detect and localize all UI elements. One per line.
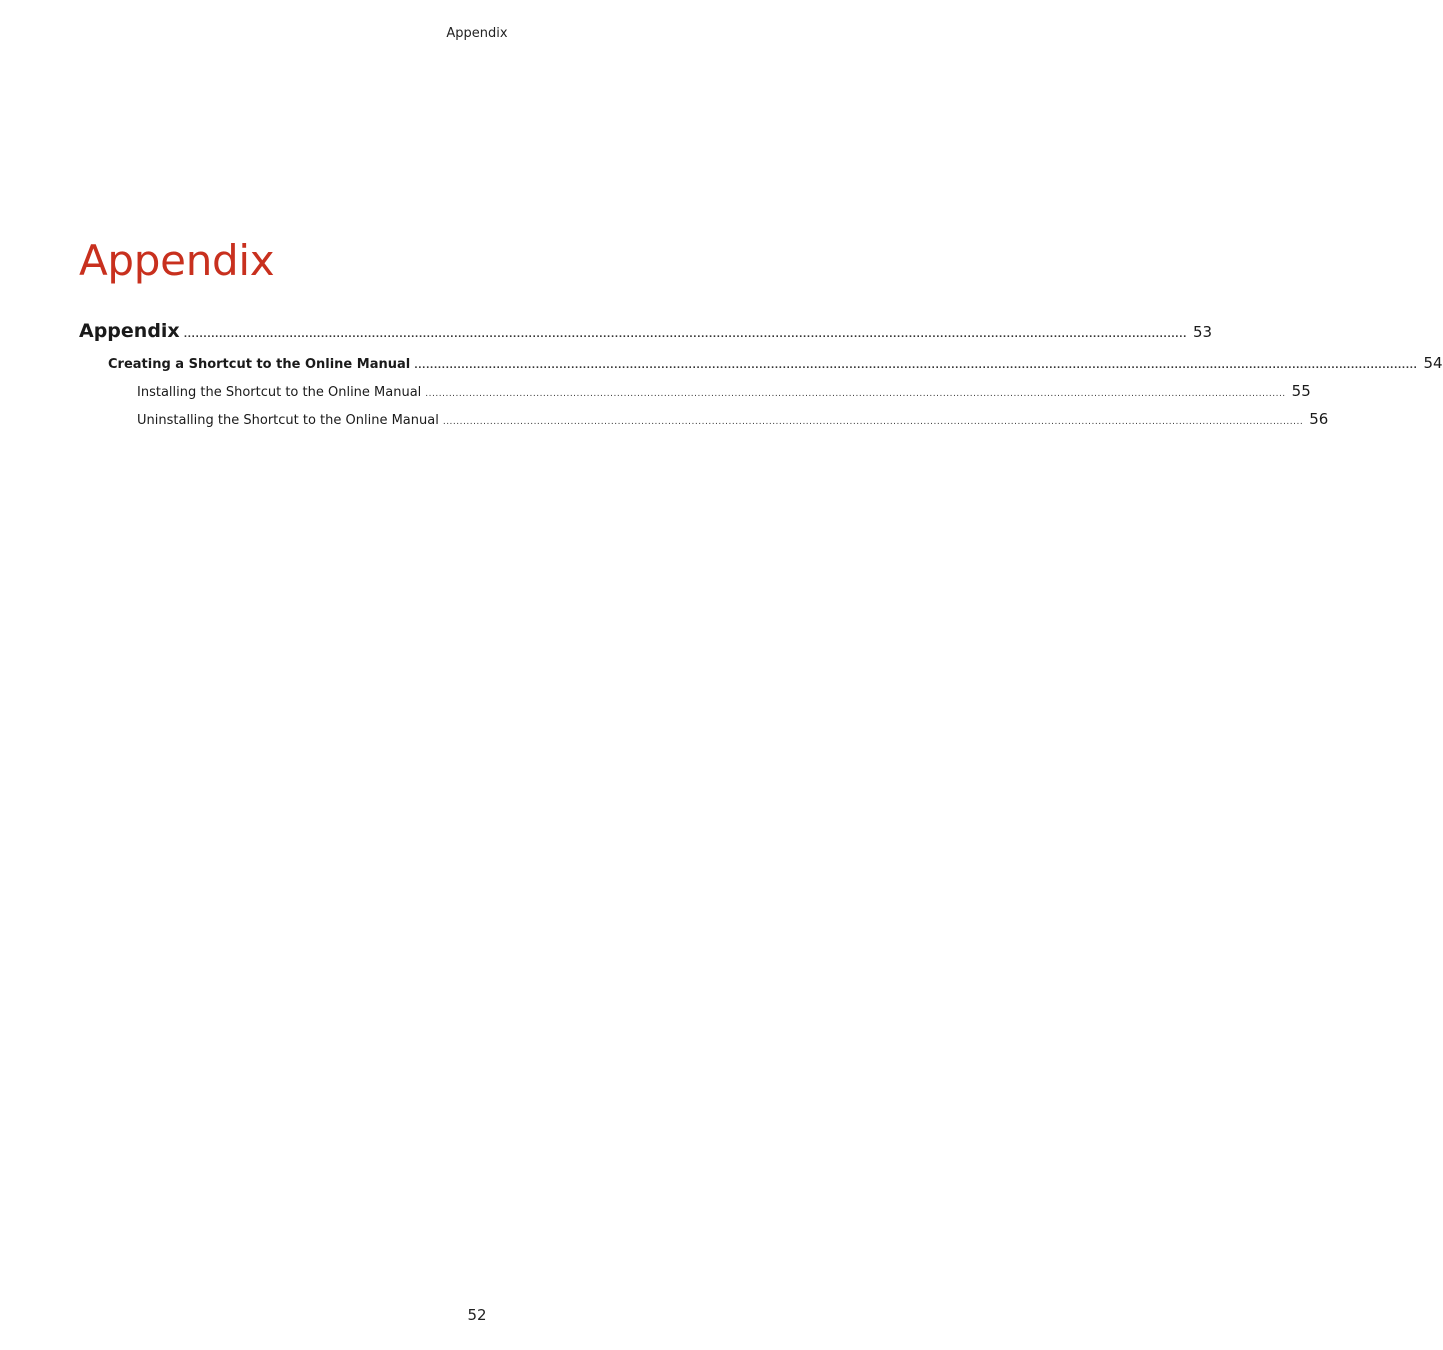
toc-entry-installing-shortcut[interactable] [137, 382, 1311, 400]
chapter-title: Appendix [79, 236, 275, 285]
toc-entry-uninstalling-shortcut[interactable] [137, 410, 1329, 428]
running-header: Appendix [446, 26, 508, 41]
toc-leader-dots: ................................................................................................................................................................................................................................................................ [414, 361, 1418, 371]
toc-entry-page: 56 [1309, 410, 1329, 428]
toc-leader-dots: ................................................................................................................................................................................................................................................................ [442, 417, 1304, 427]
toc-entry-label: Appendix [79, 320, 180, 342]
toc-leader-dots: ................................................................................................................................................................................................................................................................ [183, 330, 1187, 340]
toc-entry-creating-shortcut[interactable] [108, 354, 1443, 372]
toc-entry-label: Creating a Shortcut to the Online Manual [108, 357, 411, 372]
toc-entry-appendix[interactable] [79, 320, 1213, 342]
page-number: 52 [467, 1306, 487, 1324]
toc-entry-label: Uninstalling the Shortcut to the Online Manual [137, 413, 439, 428]
toc-leader-dots: ................................................................................................................................................................................................................................................................ [425, 389, 1286, 399]
toc-entry-page: 55 [1291, 382, 1311, 400]
toc-entry-page: 53 [1192, 323, 1213, 341]
toc-entry-label: Installing the Shortcut to the Online Manual [137, 385, 422, 400]
toc-entry-page: 54 [1423, 354, 1443, 372]
